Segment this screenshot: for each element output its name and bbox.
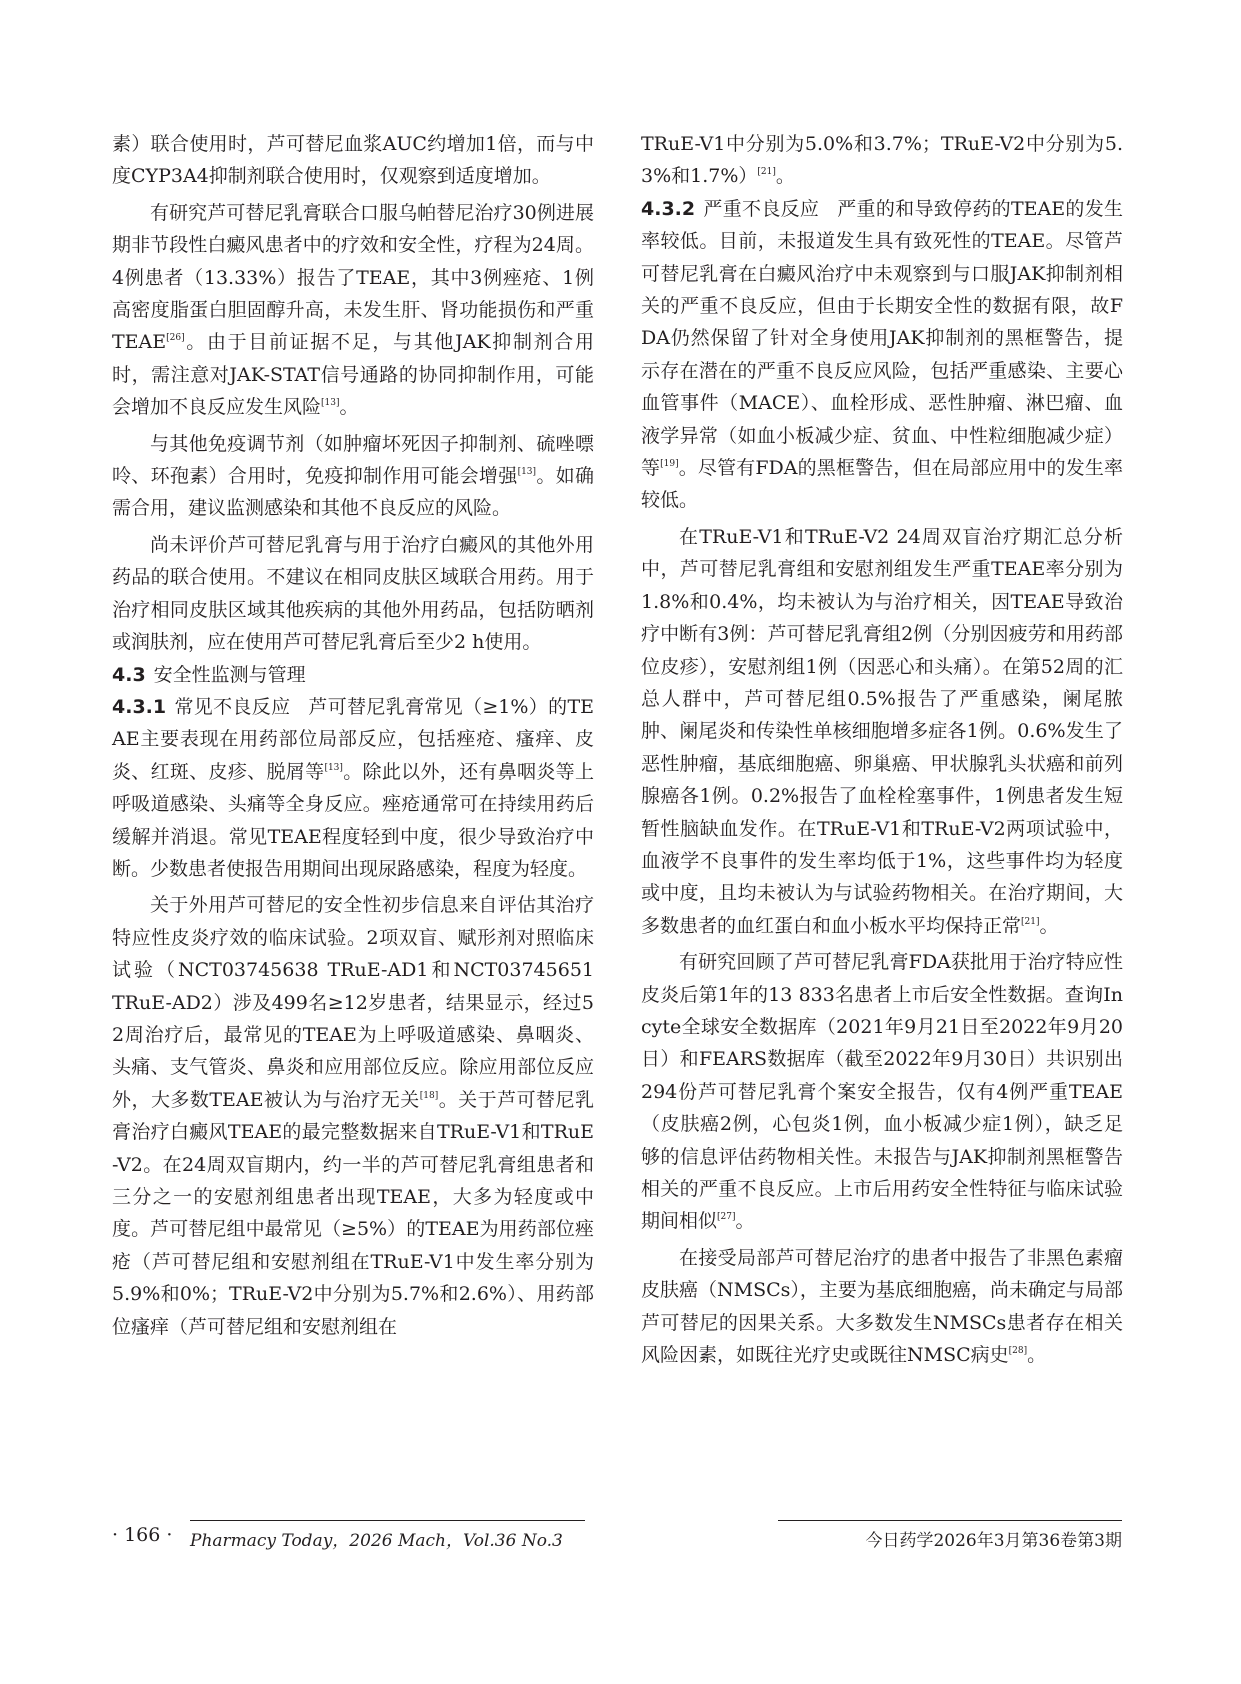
paragraph: 与其他免疫调节剂（如肿瘤坏死因子抑制剂、硫唑嘌呤、环孢素）合用时，免疫抑制作用可能会增强[13]。如确需合用，建议监测感染和其他不良反应的风险。: [112, 432, 594, 520]
subsection-number: 4.3.2: [641, 197, 696, 220]
section-heading: 4.3 安全性监测与管理: [112, 663, 306, 686]
citation: [13]: [517, 467, 537, 478]
citation: [18]: [419, 1090, 439, 1101]
paragraph: 尚未评价芦可替尼乳膏与用于治疗白癜风的其他外用药品的联合使用。不建议在相同皮肤区域联合用药。用于治疗相同皮肤区域其他疾病的其他外用药品，包括防晒剂或润肤剂，应在使用芦可替尼乳膏后至少2 h使用。: [112, 533, 594, 654]
subsection-title: 严重不良反应: [703, 197, 820, 220]
paragraph: 在TRuE-V1和TRuE-V2 24周双盲治疗期汇总分析中，芦可替尼乳膏组和安慰剂组发生严重TEAE率分别为1.8%和0.4%，均未被认为与治疗相关，因TEAE导致治疗中断有3例：芦可替尼乳膏组2例（分别因疲劳和用药部位皮疹），安慰剂组1例（因恶心和头痛）。在第52周的汇总人群中，芦可替尼组0.5%报告了严重感染，阑尾脓肿、阑尾炎和传染性单核细胞增多症各1例。0.6%发生了恶性肿瘤，基底细胞癌、卵巢癌、甲状腺乳头状癌和前列腺癌各1例。0.2%报告了血栓栓塞事件，1例患者发生短暂性脑缺血发作。在TRuE-V1和TRuE-V2两项试验中，血液学不良事件的发生率均低于1%，这些事件均为轻度或中度，且均未被认为与试验药物相关。在治疗期间，大多数患者的血红蛋白和血小板水平均保持正常[21]。: [641, 525, 1123, 937]
journal-name-cn: 今日药学2026年3月第36卷第3期: [865, 1531, 1122, 1551]
citation: [26]: [166, 333, 185, 344]
footer-rule: [778, 1520, 1122, 1521]
subsection-title: 常见不良反应: [174, 695, 291, 718]
citation: [13]: [324, 762, 343, 773]
right-column: [641, 128, 1123, 1371]
citation: [21]: [757, 167, 776, 178]
footer-rule: [190, 1520, 585, 1521]
left-column: [112, 128, 594, 1343]
journal-name-en: Pharmacy Today，2026 Mach，Vol.36 No.3: [190, 1531, 563, 1551]
citation: [28]: [1008, 1346, 1028, 1357]
paragraph: TRuE-V1中分别为5.0%和3.7%；TRuE-V2中分别为5.3%和1.7%）[21]。: [641, 133, 1123, 188]
page-number: · 166 ·: [112, 1524, 173, 1546]
page-footer: [112, 1520, 1122, 1560]
citation: [19]: [660, 459, 679, 470]
subsection-number: 4.3.1: [112, 695, 167, 718]
paragraph: 关于外用芦可替尼的安全性初步信息来自评估其治疗特应性皮炎疗效的临床试验。2项双盲、赋形剂对照临床试验（NCT03745638 TRuE-AD1和NCT03745651 TRuE-AD2）涉及499名≥12岁患者，结果显示，经过52周治疗后，最常见的TEAE为上呼吸道感染、鼻咽炎、头痛、支气管炎、鼻炎和应用部位反应。除应用部位反应外，大多数TEAE被认为与治疗无关[18]。关于芦可替尼乳膏治疗白癜风TEAE的最完整数据来自TRuE-V1和TRuE-V2。在24周双盲期内，约一半的芦可替尼乳膏组患者和三分之一的安慰剂组患者出现TEAE，大多为轻度或中度。芦可替尼组中最常见（≥5%）的TEAE为用药部位痤疮（芦可替尼组和安慰剂组在TRuE-V1中发生率分别为5.9%和0%；TRuE-V2中分别为5.7%和2.6%）、用药部位瘙痒（芦可替尼组和安慰剂组在: [112, 894, 594, 1338]
paragraph: 在接受局部芦可替尼治疗的患者中报告了非黑色素瘤皮肤癌（NMSCs），主要为基底细胞癌，尚未确定与局部芦可替尼的因果关系。大多数发生NMSCs患者存在相关风险因素，如既往光疗史或既往NMSC病史[28]。: [641, 1246, 1123, 1367]
paragraph: 4.3.2 严重不良反应 严重的和导致停药的TEAE的发生率较低。目前，未报道发生具有致死性的TEAE。尽管芦可替尼乳膏在白癜风治疗中未观察到与口服JAK抑制剂相关的严重不良反应，但由于长期安全性的数据有限，故FDA仍然保留了针对全身使用JAK抑制剂的黑框警告，提示存在潜在的严重不良反应风险，包括严重感染、主要心血管事件（MACE）、血栓形成、恶性肿瘤、淋巴瘤、血液学异常（如血小板减少症、贫血、中性粒细胞减少症）等[19]。尽管有FDA的黑框警告，但在局部应用中的发生率较低。: [641, 197, 1123, 512]
paragraph: 素）联合使用时，芦可替尼血浆AUC约增加1倍，而与中度CYP3A4抑制剂联合使用时，仅观察到适度增加。: [112, 133, 594, 188]
citation: [27]: [717, 1212, 736, 1223]
paragraph: 有研究芦可替尼乳膏联合口服乌帕替尼治疗30例进展期非节段性白癜风患者中的疗效和安全性，疗程为24周。4例患者（13.33%）报告了TEAE，其中3例痤疮、1例高密度脂蛋白胆固醇升高，未发生肝、肾功能损伤和严重TEAE[26]。由于目前证据不足，与其他JAK抑制剂合用时，需注意对JAK-STAT信号通路的协同抑制作用，可能会增加不良反应发生风险[13]。: [112, 201, 594, 419]
paragraph: 4.3.1 常见不良反应 芦可替尼乳膏常见（≥1%）的TEAE主要表现在用药部位局部反应，包括痤疮、瘙痒、皮炎、红斑、皮疹、脱屑等[13]。除此以外，还有鼻咽炎等上呼吸道感染、头痛等全身反应。痤疮通常可在持续用药后缓解并消退。常见TEAE程度轻到中度，很少导致治疗中断。少数患者使报告用期间出现尿路感染，程度为轻度。: [112, 695, 594, 880]
paragraph: 有研究回顾了芦可替尼乳膏FDA获批用于治疗特应性皮炎后第1年的13 833名患者上市后安全性数据。查询Incyte全球安全数据库（2021年9月21日至2022年9月20日）和FEARS数据库（截至2022年9月30日）共识别出294份芦可替尼乳膏个案安全报告，仅有4例严重TEAE（皮肤癌2例，心包炎1例，血小板减少症1例），缺乏足够的信息评估药物相关性。未报告与JAK抑制剂黑框警告相关的严重不良反应。上市后用药安全性特征与临床试验期间相似[27]。: [641, 951, 1123, 1233]
citation: [21]: [1021, 916, 1040, 927]
citation: [13]: [321, 398, 340, 409]
